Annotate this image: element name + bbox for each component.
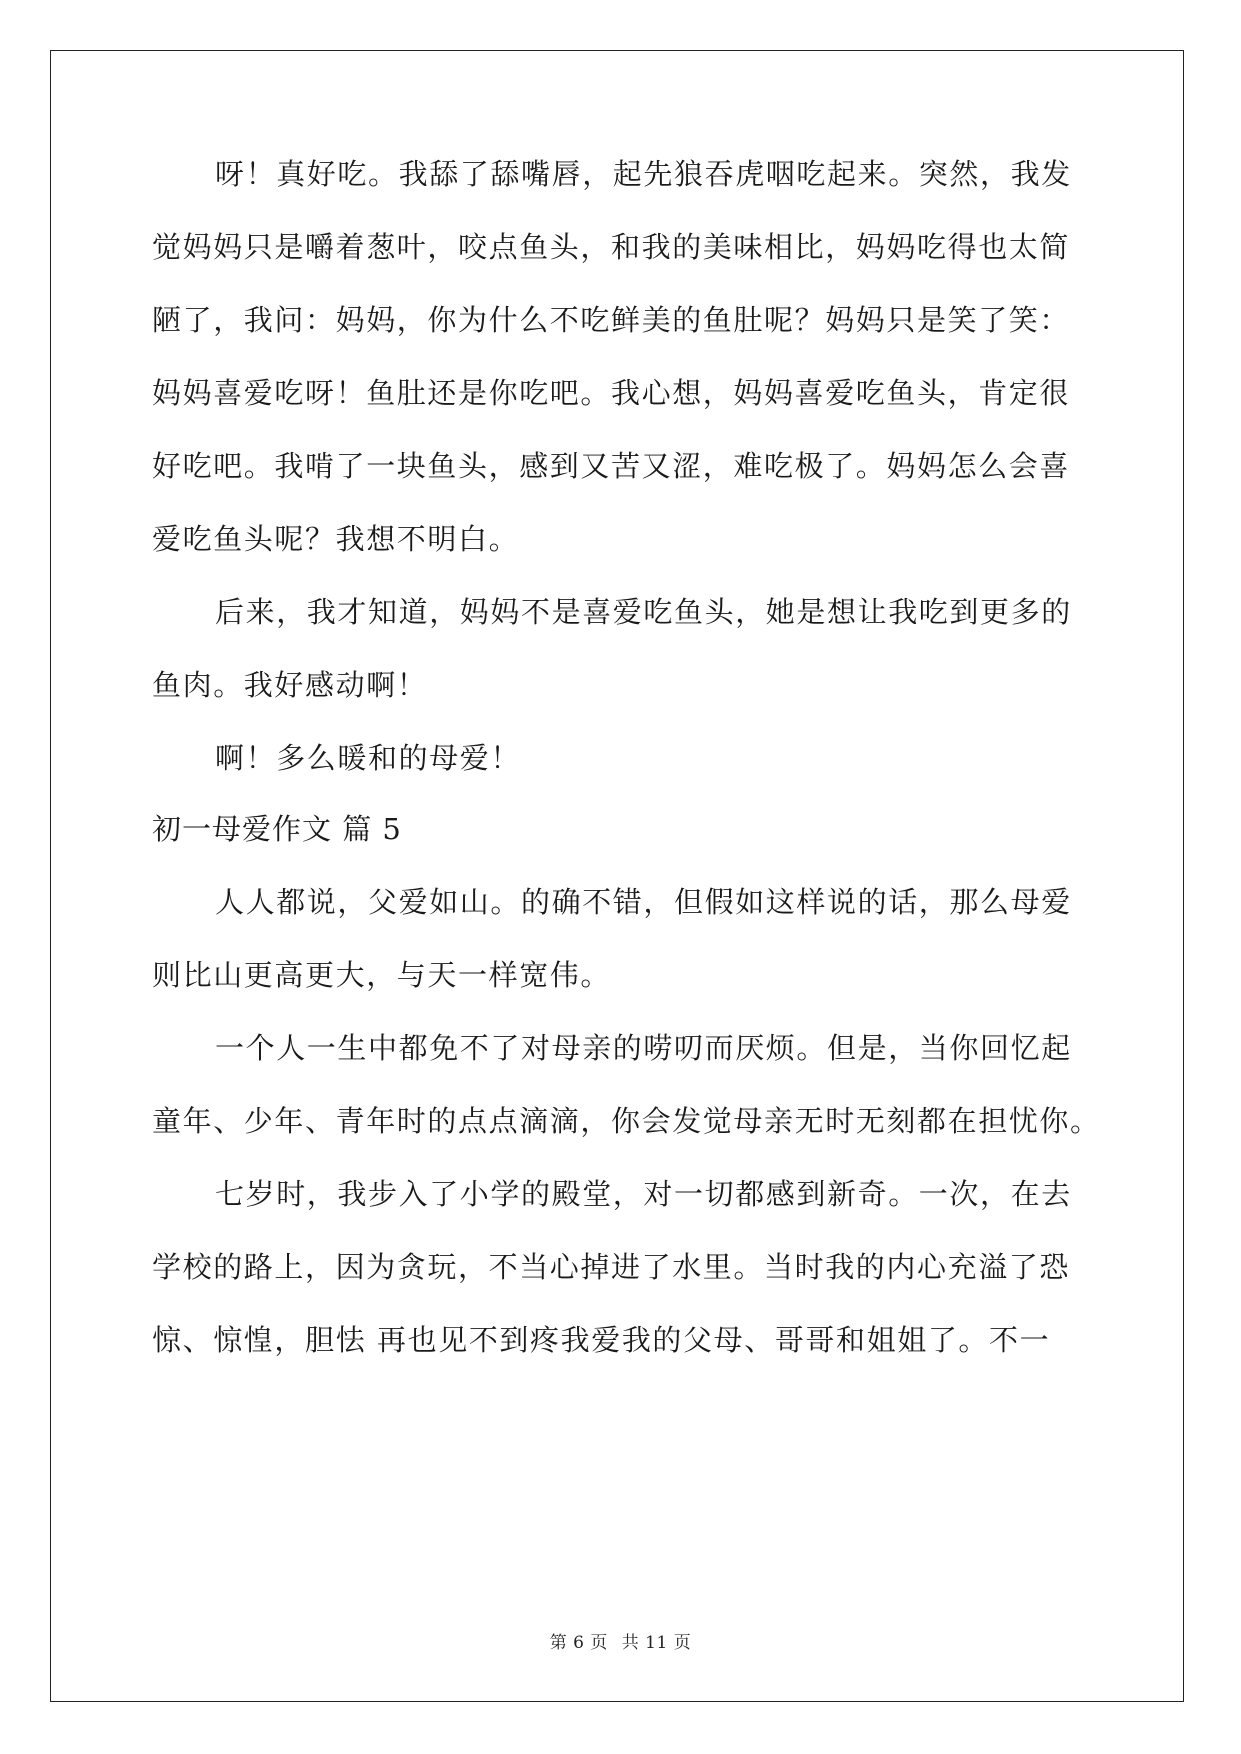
paragraph-line: 人人都说，父爱如山。的确不错，但假如这样说的话，那么母爱 [215,885,1072,919]
paragraph-line: 妈妈喜爱吃呀！鱼肚还是你吃吧。我心想，妈妈喜爱吃鱼头，肯定很 [152,376,1071,410]
page-footer [0,1628,1241,1653]
paragraph-line: 童年、少年、青年时的点点滴滴，你会发觉母亲无时无刻都在担忧你。 [152,1104,1101,1138]
paragraph-line: 陋了，我问：妈妈，你为什么不吃鲜美的鱼肚呢？妈妈只是笑了笑： [152,303,1071,337]
paragraph-line: 觉妈妈只是嚼着葱叶，咬点鱼头，和我的美味相比，妈妈吃得也太简 [152,230,1071,264]
page-border [50,50,1184,1702]
paragraph-line: 一个人一生中都免不了对母亲的唠叨而厌烦。但是，当你回忆起 [215,1031,1072,1065]
paragraph-line: 七岁时，我步入了小学的殿堂，对一切都感到新奇。一次，在去 [215,1177,1072,1211]
paragraph-line: 好吃吧。我啃了一块鱼头，感到又苦又涩，难吃极了。妈妈怎么会喜 [152,449,1071,483]
page-total: 共 11 页 [621,1633,692,1653]
section-heading: 初一母爱作文 篇 5 [152,812,402,846]
paragraph-line: 则比山更高更大，与天一样宽伟。 [152,958,612,992]
page-number: 第 6 页 [549,1633,608,1653]
paragraph-line: 惊、惊惶，胆怯 再也见不到疼我爱我的父母、哥哥和姐姐了。不一 [152,1323,1051,1357]
paragraph-line: 鱼肉。我好感动啊！ [152,668,428,702]
paragraph-line: 后来，我才知道，妈妈不是喜爱吃鱼头，她是想让我吃到更多的 [215,595,1072,629]
paragraph-line: 爱吃鱼头呢？我想不明白。 [152,522,520,556]
paragraph-line: 呀！真好吃。我舔了舔嘴唇，起先狼吞虎咽吃起来。突然，我发 [215,157,1072,191]
paragraph-line: 学校的路上，因为贪玩，不当心掉进了水里。当时我的内心充溢了恐 [152,1250,1071,1284]
paragraph-line: 啊！多么暖和的母爱！ [215,741,522,775]
